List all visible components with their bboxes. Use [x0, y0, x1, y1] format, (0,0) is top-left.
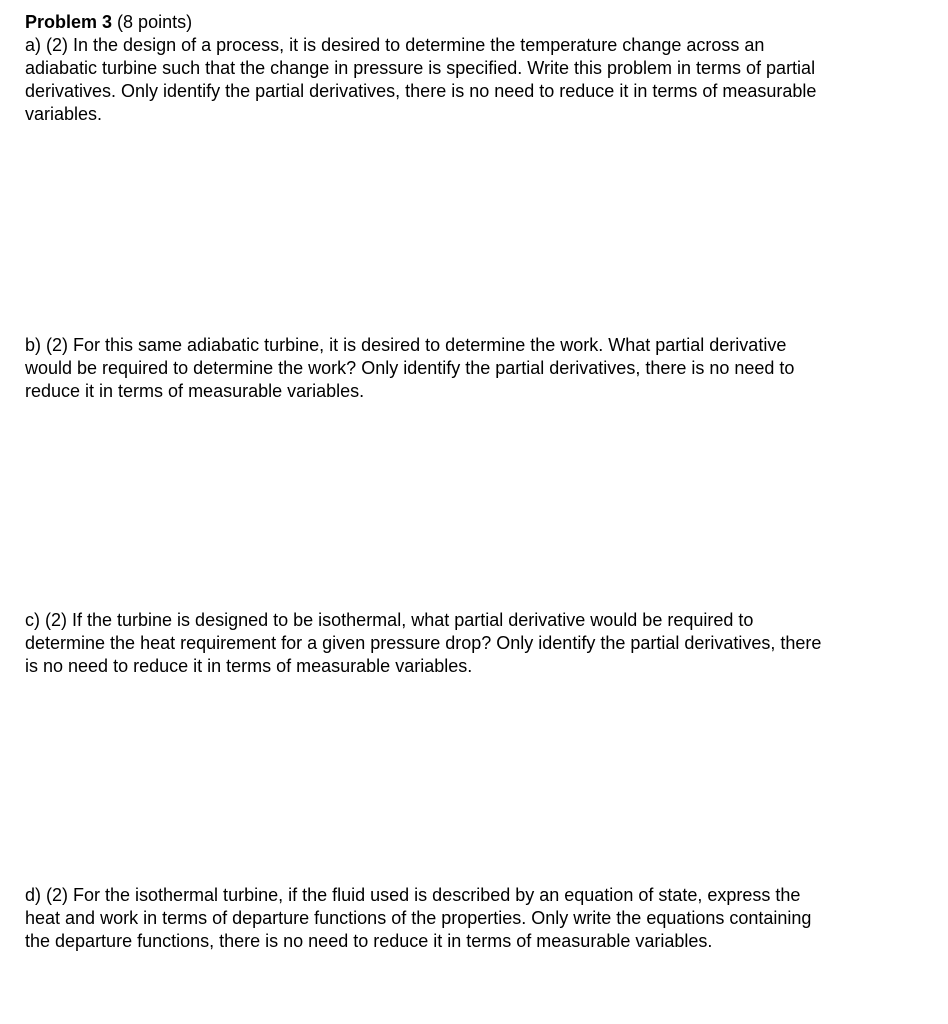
part-d-line-1: d) (2) For the isothermal turbine, if the fluid used is described by an equation of state, express the: [25, 885, 801, 905]
part-a-line-1: a) (2) In the design of a process, it is desired to determine the temperature change across an: [25, 35, 765, 55]
problem-title: Problem 3: [25, 12, 113, 32]
part-a-line-4: variables.: [25, 104, 103, 124]
part-b-question: [25, 334, 925, 403]
part-d-line-3: the departure functions, there is no need to reduce it in terms of measurable variables.: [25, 931, 713, 951]
part-c-question: [25, 609, 925, 678]
problem-3-section: [25, 11, 925, 126]
problem-points: (8 points): [117, 12, 193, 32]
part-d-question: [25, 884, 925, 953]
part-c-line-3: is no need to reduce it in terms of measurable variables.: [25, 656, 473, 676]
part-c-line-2: determine the heat requirement for a given pressure drop? Only identify the partial derivatives, there: [25, 633, 822, 653]
part-a-line-3: derivatives. Only identify the partial derivatives, there is no need to reduce it in terms of measurable: [25, 81, 817, 101]
part-c-line-1: c) (2) If the turbine is designed to be isothermal, what partial derivative would be required to: [25, 610, 754, 630]
part-b-line-1: b) (2) For this same adiabatic turbine, it is desired to determine the work. What partial derivative: [25, 335, 787, 355]
part-b-line-2: would be required to determine the work? Only identify the partial derivatives, there is no need to: [25, 358, 795, 378]
problem-heading: [25, 11, 925, 34]
part-a-line-2: adiabatic turbine such that the change in pressure is specified. Write this problem in terms of partial: [25, 58, 816, 78]
part-b-line-3: reduce it in terms of measurable variables.: [25, 381, 365, 401]
part-d-line-2: heat and work in terms of departure functions of the properties. Only write the equations containing: [25, 908, 812, 928]
